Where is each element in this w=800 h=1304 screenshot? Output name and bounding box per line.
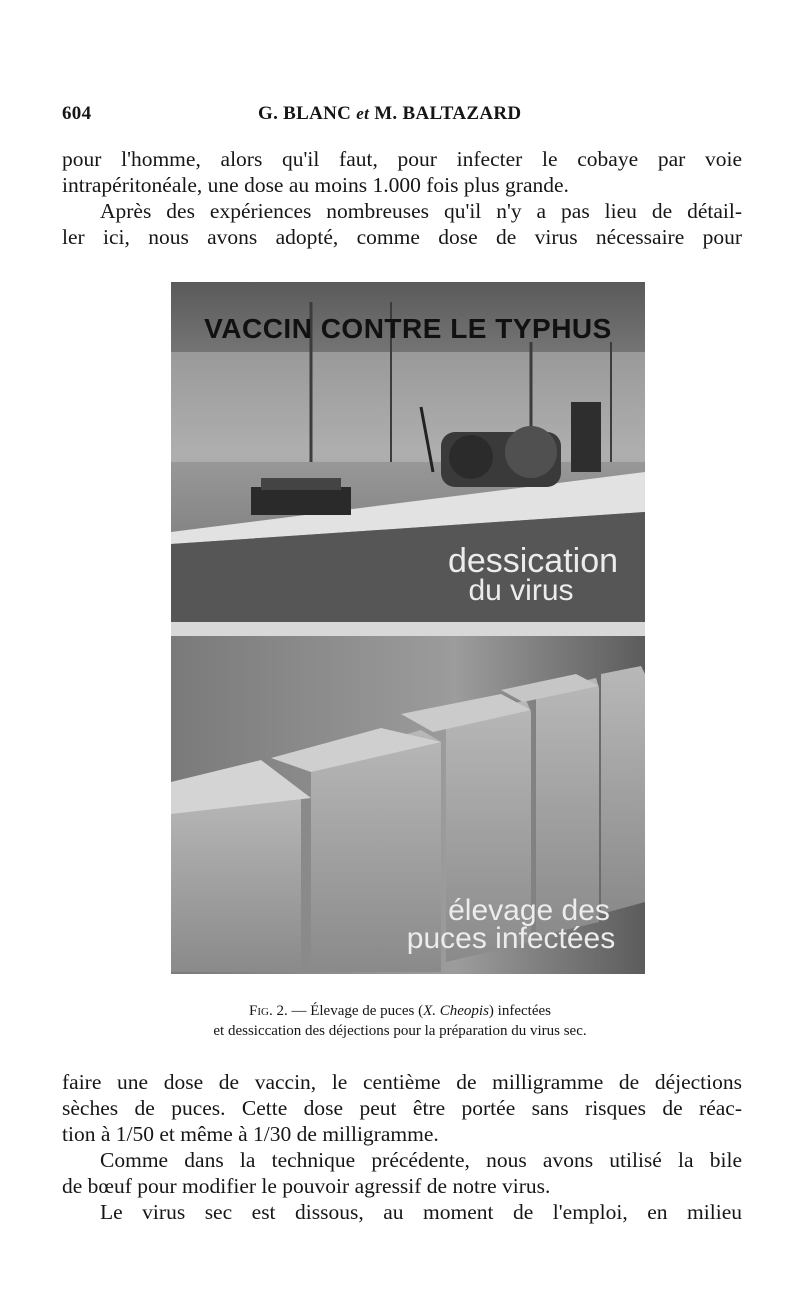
caption-text-b: ) infectées [488, 1003, 551, 1019]
author-conjunction: et [356, 104, 370, 123]
running-head [62, 103, 742, 127]
text-line: sèches de puces. Cette dose peut être portée sans risques de réac- [62, 1096, 742, 1120]
figure-photograph [171, 282, 645, 974]
panel-bottom-label-line2: puces infectées [406, 922, 616, 955]
figure-label: Fig. 2. [249, 1003, 288, 1019]
page-number: 604 [62, 103, 92, 124]
author-blanc: G. BLANC [258, 103, 352, 124]
panel-dessication [171, 282, 645, 622]
caption-text-a: Élevage de puces ( [310, 1003, 424, 1019]
paragraph-bottom [62, 1069, 742, 1225]
text-line: Après des expériences nombreuses qu'il n'y a pas lieu de détail- [100, 199, 742, 223]
author-baltazard: M. BALTAZARD [374, 103, 522, 124]
caption-line-2: et dessiccation des déjections pour la préparation du virus sec. [213, 1023, 587, 1039]
figure-caption [120, 1001, 680, 1041]
caption-dash: — [287, 1003, 311, 1019]
text-line: Comme dans la technique précédente, nous avons utilisé la bile [100, 1148, 742, 1172]
text-line: de bœuf pour modifier le pouvoir agressif de notre virus. [62, 1174, 551, 1198]
panel-elevage [171, 636, 645, 974]
caption-line-1 [120, 1001, 680, 1021]
panel-top-label-line2: du virus [468, 574, 574, 607]
species-name: X. Cheopis [423, 1003, 489, 1019]
text-line: Le virus sec est dissous, au moment de l'emploi, en milieu [100, 1200, 742, 1224]
text-line: tion à 1/50 et même à 1/30 de milligramme. [62, 1122, 439, 1146]
text-line: intrapéritonéale, une dose au moins 1.000 fois plus grande. [62, 173, 569, 197]
panel-top-title: VACCIN CONTRE LE TYPHUS [204, 313, 612, 344]
paragraph-top [62, 146, 742, 250]
text-line: faire une dose de vaccin, le centième de milligramme de déjections [62, 1070, 742, 1094]
text-line: pour l'homme, alors qu'il faut, pour infecter le cobaye par voie [62, 147, 742, 171]
figure-illustration [171, 282, 645, 974]
text-line: ler ici, nous avons adopté, comme dose de virus nécessaire pour [62, 225, 742, 249]
panel-top-label-line1: dessication [447, 542, 619, 580]
panel-bottom-label-line1: élevage des [448, 894, 610, 927]
running-title [258, 103, 521, 125]
